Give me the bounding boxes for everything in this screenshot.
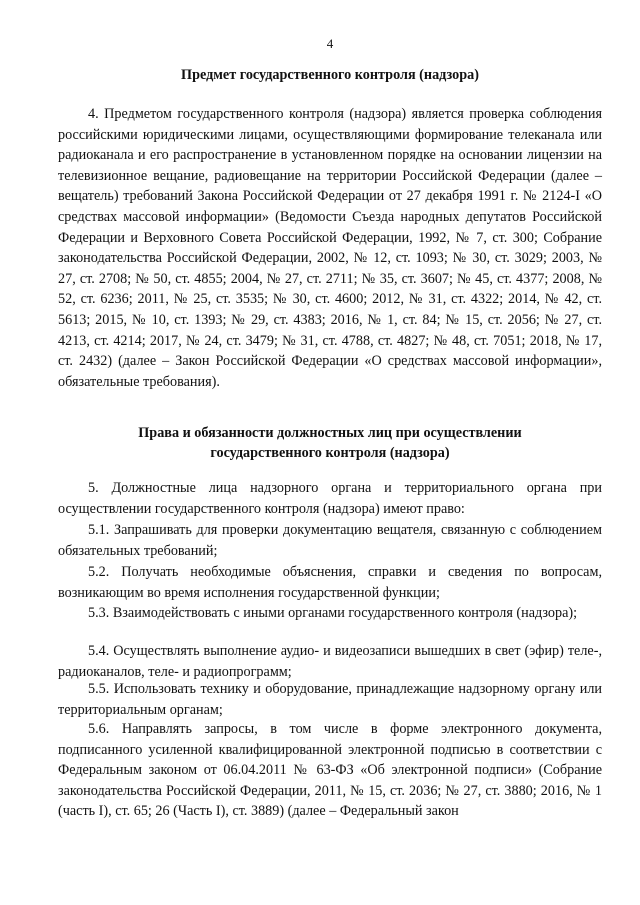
paragraph-5-2: 5.2. Получать необходимые объяснения, справки и сведения по вопросам, возникающим во время исполнения государственной функции;: [58, 564, 602, 601]
section-heading-rights: [58, 424, 602, 463]
paragraph-5-1: 5.1. Запрашивать для проверки документацию вещателя, связанную с соблюдением обязательных требований;: [58, 522, 602, 559]
paragraph-5-4: 5.4. Осуществлять выполнение аудио- и видеозаписи вышедших в свет (эфир) теле-, радиоканалов, теле- и радиопрограмм;: [58, 643, 602, 680]
paragraph-5: 5. Должностные лица надзорного органа и территориального органа при осуществлении государственного контроля (надзора) имеют право:: [58, 480, 602, 517]
section-heading-rights-line1: Права и обязанности должностных лиц при осуществлении: [138, 425, 522, 441]
section-heading-rights-line2: государственного контроля (надзора): [210, 444, 450, 461]
paragraph-5-5: 5.5. Использовать технику и оборудование, принадлежащие надзорному органу или территориальным органам;: [58, 681, 602, 718]
section-heading-subject: Предмет государственного контроля (надзора): [181, 67, 479, 83]
paragraph-5-3: 5.3. Взаимодействовать с иными органами государственного контроля (надзора);: [88, 605, 578, 621]
page-number: 4: [326, 36, 334, 51]
paragraph-5-6: 5.6. Направлять запросы, в том числе в форме электронного документа, подписанного усиленной квалифицированной электронной подписью в соответствии с Федеральным законом от 06.04.2011 № 63-ФЗ «Об электронной подписи» (Собрание законодательства Российской Федерации, 2011, № 15, ст. 2036; № 27, ст. 3880; 2016, № 1 (часть I), ст. 65; 26 (Часть I), ст. 3889) (далее – Федеральный закон: [58, 721, 602, 820]
paragraph-4: 4. Предметом государственного контроля (надзора) является проверка соблюдения российскими юридическими лицами, осуществляющими формирование телеканала или радиоканала и его распространение в установленном порядке на основании лицензии на телевизионное вещание, радиовещание на территории Российской Федерации (далее – вещатель) требований Закона Российской Федерации от 27 декабря 1991 г. № 2124-I «О средствах массовой информации» (Ведомости Съезда народных депутатов Российской Федерации и Верховного Совета Российской Федерации, 1992, № 7, ст. 300; Собрание законодательства Российской Федерации, 2002, № 12, ст. 1093; № 30, ст. 3029; 2003, № 27, ст. 2708; № 50, ст. 4855; 2004, № 27, ст. 2711; № 35, ст. 3607; № 45, ст. 4377; 2008, № 52, ст. 6236; 2011, № 25, ст. 3535; № 30, ст. 4600; 2012, № 31, ст. 4322; 2014, № 42, ст. 5613; 2015, № 10, ст. 1393; № 29, ст. 4383; 2016, № 1, ст. 84; № 15, ст. 2056; № 27, ст. 4213, ст. 4214; 2017, № 24, ст. 3479; № 31, ст. 4788, ст. 4827; № 48, ст. 7051; 2018, № 17, ст. 2432) (далее – Закон Российской Федерации «О средствах массовой информации», обязательные требования).: [58, 106, 602, 390]
